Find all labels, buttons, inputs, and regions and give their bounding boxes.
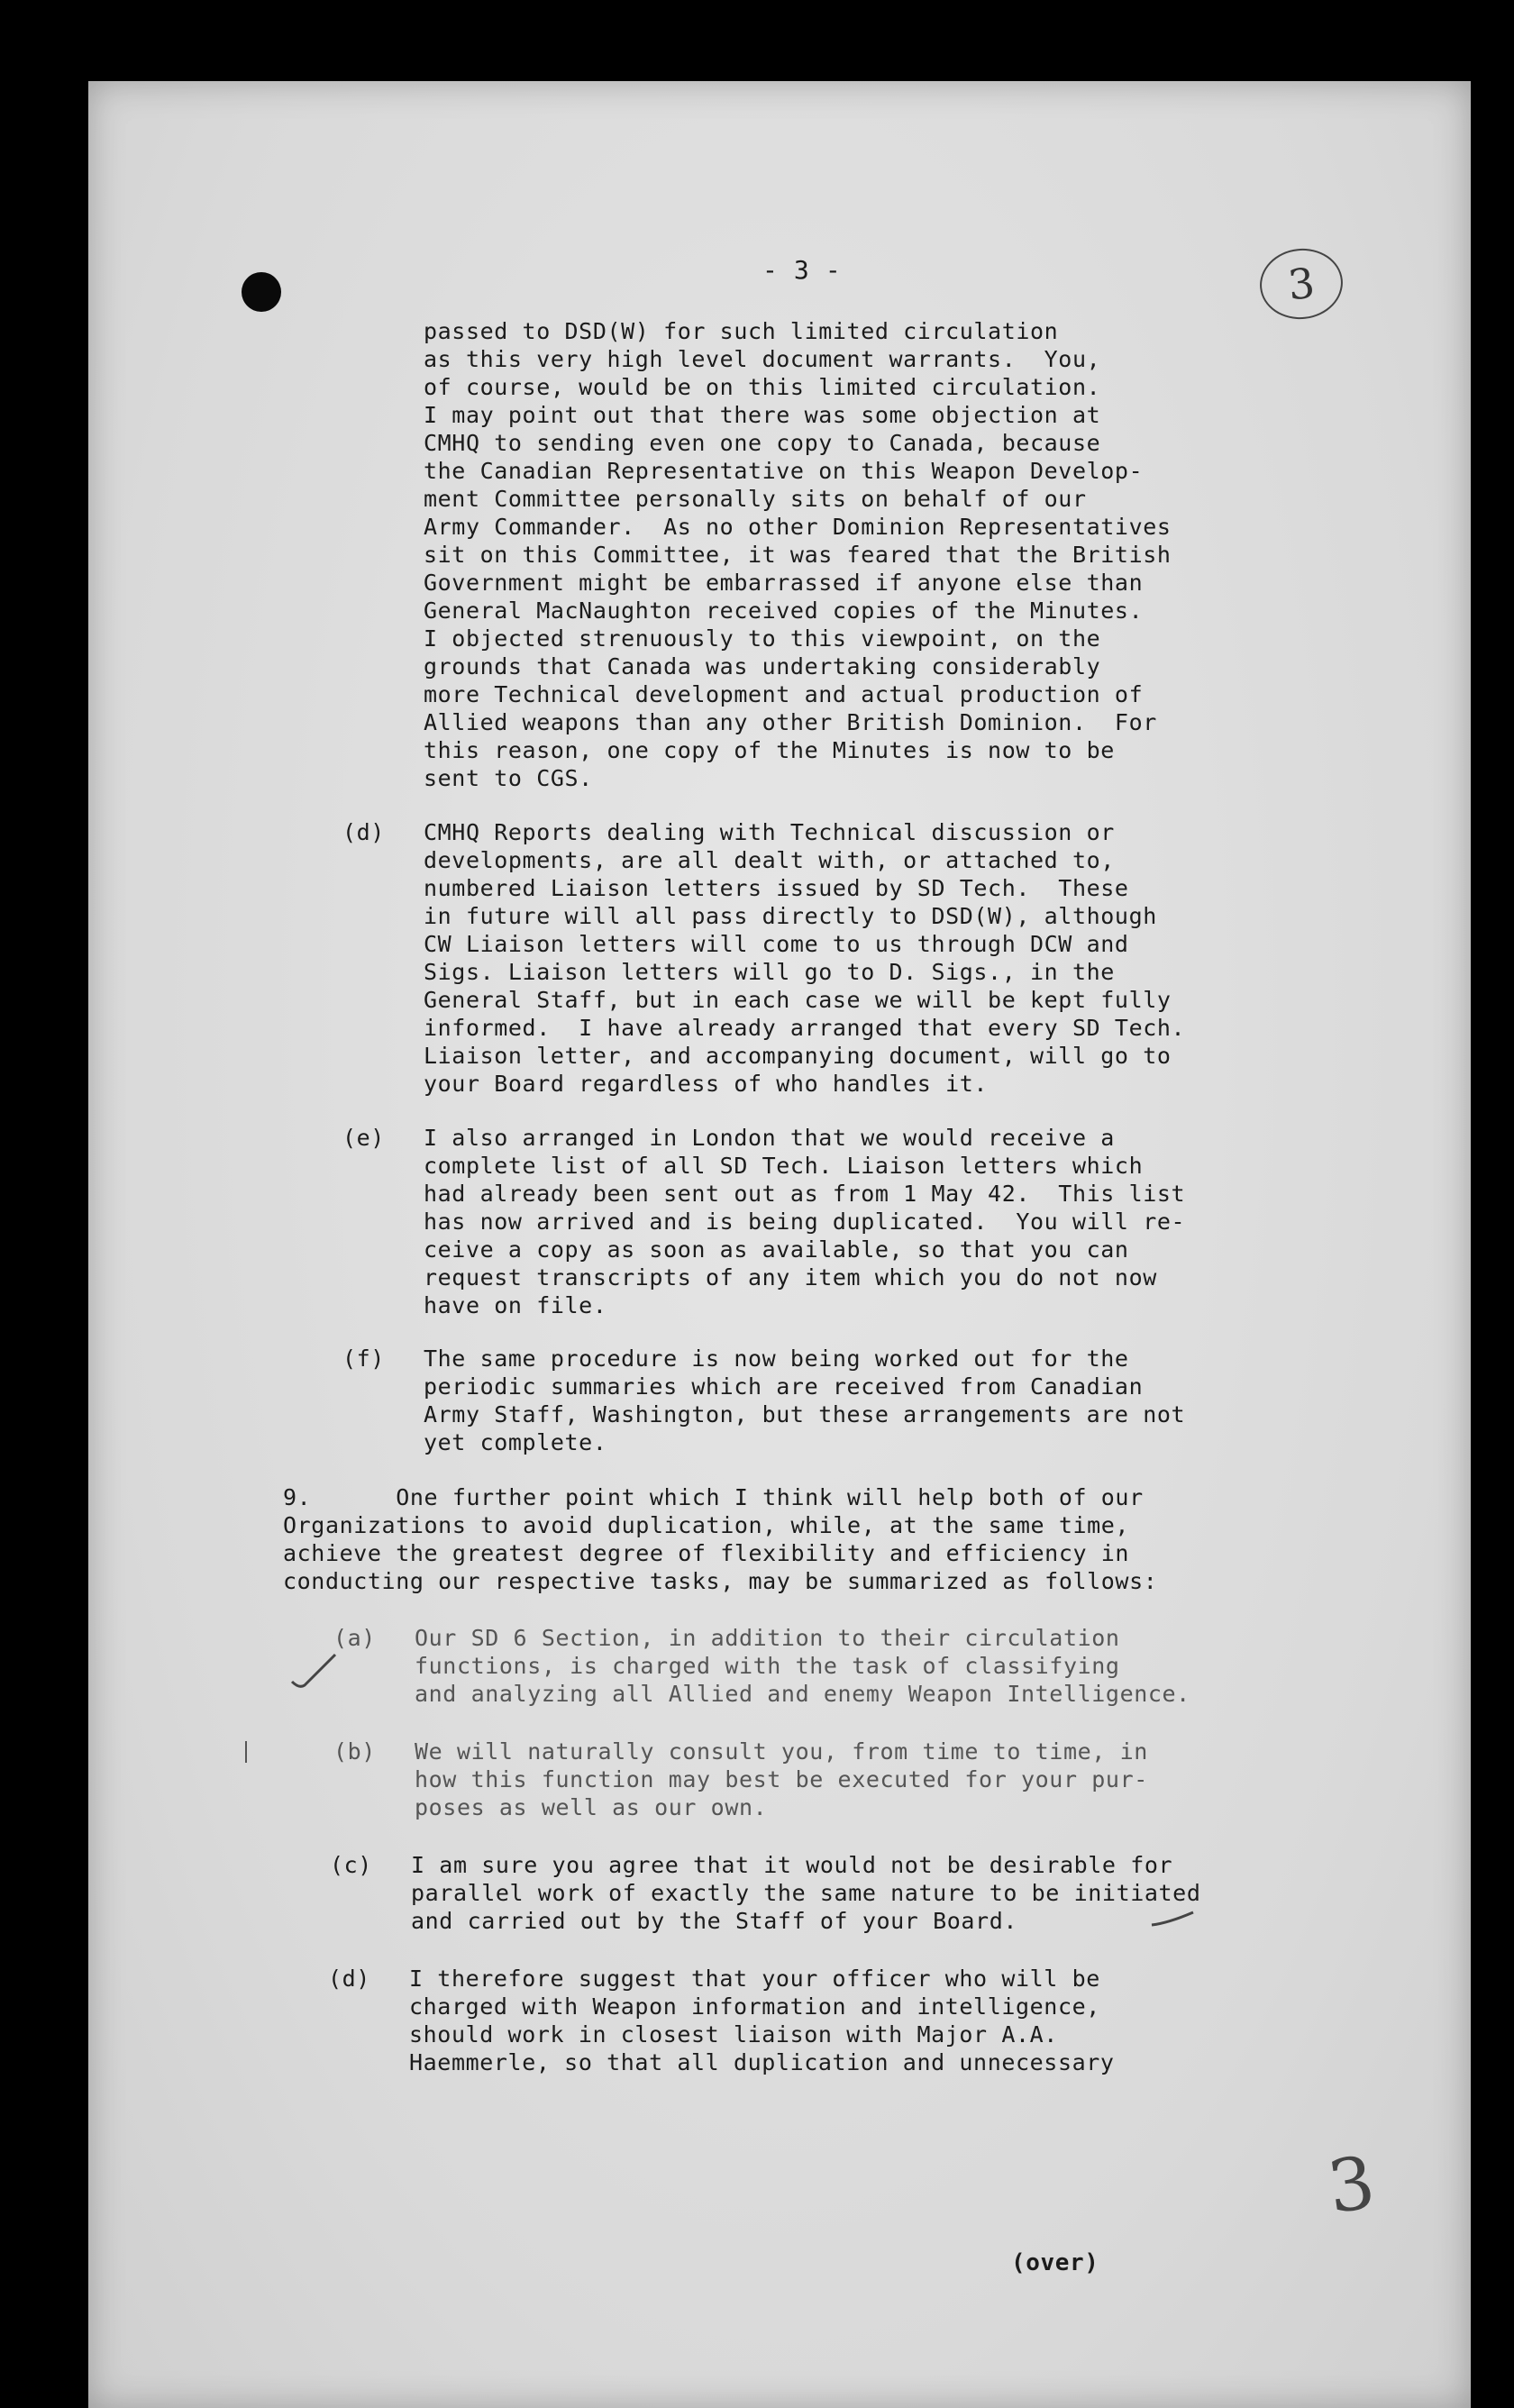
text-line: Army Commander. As no other Dominion Representatives bbox=[424, 514, 1172, 540]
text-line: periodic summaries which are received from Canadian bbox=[424, 1373, 1144, 1400]
text-line: complete list of all SD Tech. Liaison letters which bbox=[424, 1153, 1144, 1179]
text-line: sent to CGS. bbox=[424, 765, 593, 791]
text-line: numbered Liaison letters issued by SD Tech. These bbox=[424, 875, 1129, 901]
text-line: your Board regardless of who handles it. bbox=[424, 1071, 989, 1097]
text-line: Organizations to avoid duplication, while, at the same time, bbox=[283, 1512, 1130, 1538]
text-line: yet complete. bbox=[424, 1429, 607, 1455]
circled-page-number: 3 bbox=[1256, 244, 1346, 323]
text-line: I also arranged in London that we would receive a bbox=[424, 1125, 1115, 1151]
text-line: General Staff, but in each case we will be kept fully bbox=[424, 987, 1172, 1013]
text-line: CW Liaison letters will come to us through DCW and bbox=[424, 931, 1129, 957]
text-line: grounds that Canada was undertaking considerably bbox=[424, 653, 1101, 680]
text-line: as this very high level document warrants. You, bbox=[424, 346, 1101, 372]
text-line: has now arrived and is being duplicated. You will re- bbox=[424, 1209, 1186, 1235]
text-line: informed. I have already arranged that every SD Tech. bbox=[424, 1015, 1186, 1041]
text-line: The same procedure is now being worked out for the bbox=[424, 1345, 1129, 1372]
text-line: and carried out by the Staff of your Board. bbox=[411, 1908, 1018, 1934]
text-line: I therefore suggest that your officer who will be bbox=[409, 1966, 1100, 1992]
text-line: functions, is charged with the task of classifying bbox=[415, 1653, 1120, 1679]
text-line: the Canadian Representative on this Weapon Develop- bbox=[424, 458, 1144, 484]
text-line: developments, are all dealt with, or attached to, bbox=[424, 847, 1115, 873]
text-line: I may point out that there was some objection at bbox=[424, 402, 1101, 428]
text-line: conducting our respective tasks, may be summarized as follows: bbox=[283, 1568, 1158, 1594]
document-sheet bbox=[88, 81, 1471, 2408]
text-line: request transcripts of any item which you do not now bbox=[424, 1264, 1157, 1291]
text-line: passed to DSD(W) for such limited circulation bbox=[424, 318, 1059, 344]
check-mark-icon bbox=[1150, 1909, 1197, 1930]
text-line: I objected strenuously to this viewpoint, on the bbox=[424, 625, 1101, 652]
item-label: (b) bbox=[333, 1738, 376, 1765]
item-label: (d) bbox=[328, 1966, 370, 1992]
text-line: had already been sent out as from 1 May 42. This list bbox=[424, 1181, 1186, 1207]
text-line: I am sure you agree that it would not be desirable for bbox=[411, 1852, 1173, 1878]
text-line: Government might be embarrassed if anyone else than bbox=[424, 570, 1144, 596]
margin-tick-icon bbox=[242, 1739, 251, 1766]
item-label: (e) bbox=[342, 1125, 385, 1151]
text-line: of course, would be on this limited circulation. bbox=[424, 374, 1101, 400]
text-line: in future will all pass directly to DSD(W), although bbox=[424, 903, 1157, 929]
check-mark-icon bbox=[287, 1649, 341, 1694]
text-line: parallel work of exactly the same nature to be initiated bbox=[411, 1880, 1201, 1906]
item-label: (d) bbox=[342, 819, 385, 845]
text-line: Haemmerle, so that all duplication and unnecessary bbox=[409, 2049, 1115, 2075]
text-line: charged with Weapon information and intelligence, bbox=[409, 1993, 1100, 2020]
text-line: ment Committee personally sits on behalf of our bbox=[424, 486, 1087, 512]
text-line: sit on this Committee, it was feared that the British bbox=[424, 542, 1172, 568]
page-number: - 3 - bbox=[762, 255, 842, 285]
text-line: General MacNaughton received copies of the Minutes. bbox=[424, 597, 1144, 624]
typed-text bbox=[88, 81, 1471, 2408]
text-line: Liaison letter, and accompanying document, will go to bbox=[424, 1043, 1172, 1069]
text-line: CMHQ to sending even one copy to Canada, because bbox=[424, 430, 1101, 456]
text-line: and analyzing all Allied and enemy Weapon Intelligence. bbox=[415, 1681, 1190, 1707]
over-note: (over) bbox=[1011, 2249, 1099, 2276]
text-line: achieve the greatest degree of flexibility and efficiency in bbox=[283, 1540, 1130, 1566]
text-line: more Technical development and actual production of bbox=[424, 681, 1144, 707]
text-line: Allied weapons than any other British Dominion. For bbox=[424, 709, 1157, 735]
text-line: CMHQ Reports dealing with Technical discussion or bbox=[424, 819, 1115, 845]
text-line: have on file. bbox=[424, 1292, 607, 1318]
text-line: ceive a copy as soon as available, so that you can bbox=[424, 1236, 1129, 1263]
handwritten-number: 3 bbox=[1322, 2139, 1381, 2230]
item-label: (a) bbox=[333, 1625, 376, 1651]
text-line: 9. One further point which I think will help both of our bbox=[283, 1484, 1144, 1510]
text-line: poses as well as our own. bbox=[415, 1794, 768, 1820]
item-label: (c) bbox=[330, 1852, 372, 1878]
text-line: this reason, one copy of the Minutes is now to be bbox=[424, 737, 1115, 763]
text-line: Our SD 6 Section, in addition to their circulation bbox=[415, 1625, 1120, 1651]
text-line: Sigs. Liaison letters will go to D. Sigs., in the bbox=[424, 959, 1115, 985]
text-line: how this function may best be executed for your pur- bbox=[415, 1766, 1148, 1792]
text-line: should work in closest liaison with Major A.A. bbox=[409, 2021, 1058, 2048]
text-line: We will naturally consult you, from time to time, in bbox=[415, 1738, 1148, 1765]
item-label: (f) bbox=[342, 1345, 385, 1372]
text-line: Army Staff, Washington, but these arrangements are not bbox=[424, 1401, 1186, 1427]
